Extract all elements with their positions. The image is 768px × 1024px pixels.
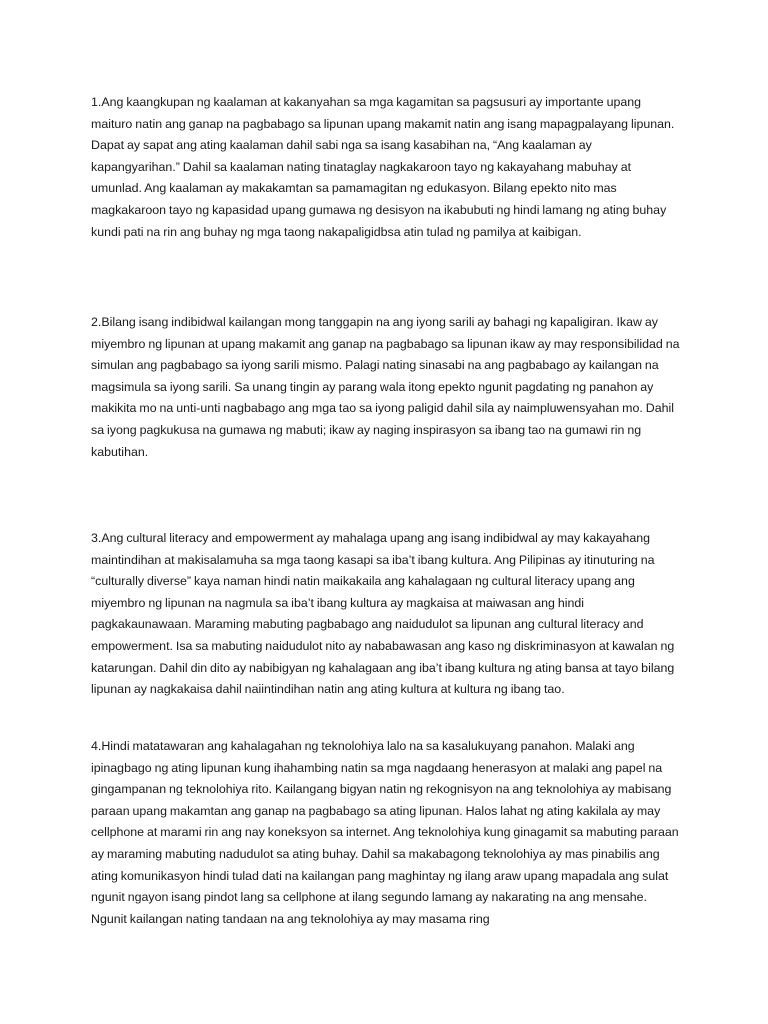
paragraph-3: 3.Ang cultural literacy and empowerment ay mahalaga upang ang isang indibidwal ay may kakayahang maintindihan at makisalamuha sa mga taong kasapi sa iba’t ibang kultura. Ang Pilipinas ay itinuturing na “culturally diverse” kaya naman hindi natin maikakaila ang kahalagaan ng cultural literacy upang ang miyembro ng lipunan na nagmula sa iba’t ibang kultura ay magkaisa at maiwasan ang hindi pagkakaunawaan. Maraming mabuting pagbabago ang naidudulot sa lipunan ang cultural literacy and empowerment. Isa sa mabuting naidudulot nito ay nababawasan ang kaso ng diskriminasyon at kawalan ng katarungan. Dahil din dito ay nabibigyan ng kahalagaan ang iba’t ibang kultura ng ating bansa at tayo bilang lipunan ay nagkakaisa dahil naiintindihan natin ang ating kultura at kultura ng ibang tao. <box>91 531 675 697</box>
paragraph-1: 1.Ang kaangkupan ng kaalaman at kakanyahan sa mga kagamitan sa pagsusuri ay importante upang maituro natin ang ganap na pagbabago sa lipunan upang makamit natin ang isang mapagpalayang lipunan. Dapat ay sapat ang ating kaalaman dahil sabi nga sa isang kasabihan na, “Ang kaalaman ay kapangyarihan.” Dahil sa kaalaman nating tinataglay nagkakaroon tayo ng kakayahang mabuhay at umunlad. Ang kaalaman ay makakamtan sa pamamagitan ng edukasyon. Bilang epekto nito mas magkakaroon tayo ng kapasidad upang gumawa ng desisyon na ikabubuti ng hindi lamang ng ating buhay kundi pati na rin ang buhay ng mga taong nakapaligidbsa atin tulad ng pamilya at kaibigan. <box>91 95 675 239</box>
paragraph-4: 4.Hindi matatawaran ang kahalagahan ng teknolohiya lalo na sa kasalukuyang panahon. Malaki ang ipinagbago ng ating lipunan kung ihahambing natin sa mga nagdaang henerasyon at malaki ang papel na gingampanan ng teknolohiya rito. Kailangang bigyan natin ng rekognisyon na ang teknolohiya ay mabisang paraan upang makamtan ang ganap na pagbabago sa ating lipunan. Halos lahat ng ating kakilala ay may cellphone at marami rin ang nay koneksyon sa internet. Ang teknolohiya kung ginagamit sa mabuting paraan ay maraming mabuting nadudulot sa ating buhay. Dahil sa makabagong teknolohiya ay mas pinabilis ang ating komunikasyon hindi tulad dati na kailangan pang maghintay ng ilang araw upang mapadala ang sulat ngunit ngayon isang pindot lang sa cellphone at ilang segundo lamang ay nakarating na ang mensahe. Ngunit kailangan nating tandaan na ang teknolohiya ay may masama ring <box>91 739 679 926</box>
paragraph-2: 2.Bilang isang indibidwal kailangan mong tanggapin na ang iyong sarili ay bahagi ng kapaligiran. Ikaw ay miyembro ng lipunan at upang makamit ang ganap na pagbabago sa lipunan ikaw ay may responsibilidad na simulan ang pagbabago sa iyong sarili mismo. Palagi nating sinasabi na ang pagbabago ay kailangan na magsimula sa iyong sarili. Sa unang tingin ay parang wala itong epekto ngunit pagdating ng panahon ay makikita mo na unti-unti nagbabago ang mga tao sa iyong paligid dahil sila ay naimpluwensyahan mo. Dahil sa iyong pagkukusa na gumawa ng mabuti; ikaw ay naging inspirasyon sa ibang tao na gumawi rin ng kabutihan. <box>91 315 680 459</box>
